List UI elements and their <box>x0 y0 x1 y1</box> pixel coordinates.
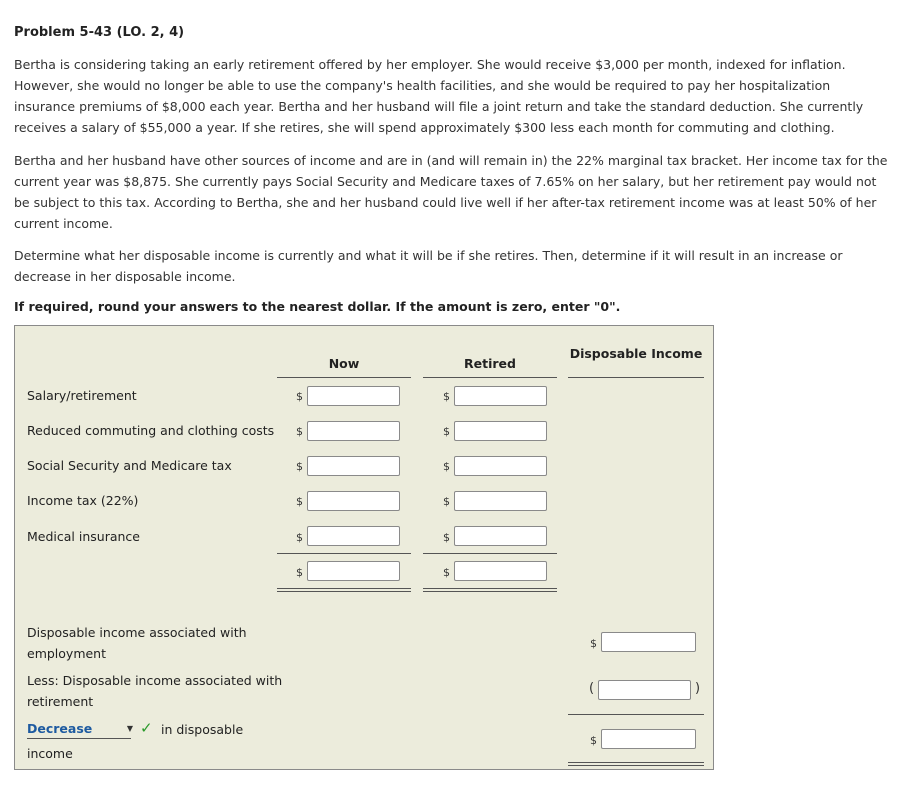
chevron-down-icon: ▼ <box>126 724 133 733</box>
income-label: income <box>27 746 73 761</box>
dollar-sign: $ <box>443 425 450 438</box>
now-income-tax-input[interactable] <box>307 491 400 511</box>
subtotal-rule-retired <box>423 553 557 554</box>
dollar-sign: $ <box>443 390 450 403</box>
now-total-input[interactable] <box>307 561 400 581</box>
dollar-sign: $ <box>443 495 450 508</box>
dollar-sign: $ <box>443 531 450 544</box>
close-paren: ) <box>695 681 701 696</box>
problem-title: Problem 5-43 (LO. 2, 4) <box>14 25 185 40</box>
subtotal-rule-now <box>277 553 411 554</box>
final-double-rule <box>568 762 704 766</box>
problem-paragraph-1: Bertha is considering taking an early retirement offered by her employer. She would receive $3,000 per month, indexed for inflation. However, she would no longer be able to use the company's health facilities, and she would be required to pay her hospitalization insurance premiums of $8,000 each year. Bertha and her husband will file a joint return and take the standard deduction. She currently receives a salary of $55,000 a year. If she retires, she will spend approximately $300 less each month for commuting and clothing. <box>14 57 864 135</box>
row-label-ss-medicare: Social Security and Medicare tax <box>27 458 232 473</box>
change-amount-input[interactable] <box>601 729 696 749</box>
now-commuting-input[interactable] <box>307 421 400 441</box>
total-double-rule-retired <box>423 588 557 592</box>
dollar-sign: $ <box>590 637 597 650</box>
now-ss-medicare-input[interactable] <box>307 456 400 476</box>
in-disposable-label: in disposable <box>161 722 244 737</box>
row-label-income-tax: Income tax (22%) <box>27 493 139 508</box>
retired-income-tax-input[interactable] <box>454 491 547 511</box>
open-paren: ( <box>589 681 595 696</box>
change-direction-value: Decrease <box>27 721 93 736</box>
less-retirement-label-line2: retirement <box>27 694 94 709</box>
retired-medical-input[interactable] <box>454 526 547 546</box>
retired-total-input[interactable] <box>454 561 547 581</box>
col-header-retired: Retired <box>464 356 516 371</box>
dollar-sign: $ <box>296 531 303 544</box>
disposable-employment-label-line2: employment <box>27 646 107 661</box>
header-rule-now <box>277 377 411 378</box>
dollar-sign: $ <box>296 460 303 473</box>
disposable-employment-label-line1: Disposable income associated with <box>27 625 247 640</box>
change-direction-select[interactable] <box>27 720 131 739</box>
difference-rule <box>568 714 704 715</box>
less-retirement-label-line1: Less: Disposable income associated with <box>27 673 283 688</box>
col-header-now: Now <box>328 356 360 371</box>
dollar-sign: $ <box>296 566 303 579</box>
problem-paragraph-3: Determine what her disposable income is currently and what it will be if she retires. Then, determine if it will result in an increase or decrease in her disposable income. <box>14 248 843 284</box>
dollar-sign: $ <box>296 390 303 403</box>
dollar-sign: $ <box>590 734 597 747</box>
dollar-sign: $ <box>443 460 450 473</box>
total-double-rule-now <box>277 588 411 592</box>
retired-ss-medicare-input[interactable] <box>454 456 547 476</box>
row-label-salary: Salary/retirement <box>27 388 137 403</box>
col-header-disposable: Disposable Income <box>569 346 703 361</box>
problem-paragraph-2: Bertha and her husband have other sources of income and are in (and will remain in) the 22% marginal tax bracket. Her income tax for the current year was $8,875. She currently pays Social Security and Medicare taxes of 7.65% on her salary, but her retirement pay would not be subject to this tax. According to Bertha, she and her husband could live well if her after-tax retirement income was at least 50% of her current income. <box>14 153 888 231</box>
dollar-sign: $ <box>296 425 303 438</box>
now-medical-input[interactable] <box>307 526 400 546</box>
row-label-commuting: Reduced commuting and clothing costs <box>27 423 275 438</box>
retired-salary-input[interactable] <box>454 386 547 406</box>
now-salary-input[interactable] <box>307 386 400 406</box>
header-rule-disposable <box>568 377 704 378</box>
less-retirement-input[interactable] <box>598 680 691 700</box>
check-icon: ✓ <box>140 719 153 737</box>
answer-panel <box>14 325 714 770</box>
disposable-employment-input[interactable] <box>601 632 696 652</box>
header-rule-retired <box>423 377 557 378</box>
row-label-medical: Medical insurance <box>27 529 140 544</box>
rounding-instruction: If required, round your answers to the nearest dollar. If the amount is zero, enter "0". <box>14 299 621 314</box>
dollar-sign: $ <box>296 495 303 508</box>
retired-commuting-input[interactable] <box>454 421 547 441</box>
dollar-sign: $ <box>443 566 450 579</box>
